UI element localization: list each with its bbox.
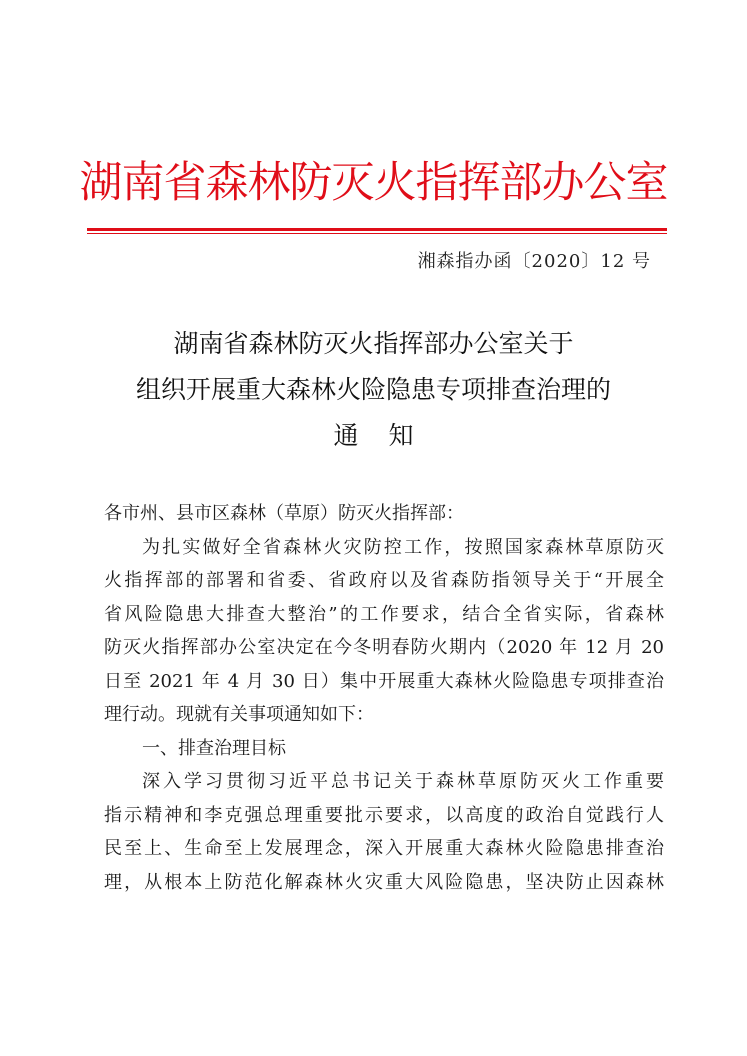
document-number: 湘森指办函〔2020〕12 号 [417,251,651,272]
paragraph-1-line: 省风险隐患大排查大整治”的工作要求，结合全省实际，省森林 [104,603,664,625]
paragraph-2-line: 理，从根本上防范化解森林火灾重大风险隐患，坚决防止因森林 [104,871,664,893]
issuing-organization-header: 湖南省森林防灭火指挥部办公室 [79,158,668,208]
title-line-2: 组织开展重大森林火险隐患专项排查治理的 [135,375,611,404]
addressee-line: 各市州、县市区森林（草原）防灭火指挥部： [104,503,464,524]
paragraph-1-line: 理行动。现就有关事项通知如下： [104,704,374,725]
header-red-rule-thick [87,228,667,231]
paragraph-2-line: 民至上、生命至上发展理念，深入开展重大森林火险隐患排查治 [104,838,664,859]
document-body [104,497,664,899]
header-red-rule-thin [87,233,667,234]
title-line-3: 通知 [333,421,444,450]
paragraph-2-line: 深入学习贯彻习近平总书记关于森林草原防灭火工作重要 [142,771,664,792]
paragraph-2-line: 指示精神和李克强总理重要批示要求，以高度的政治自觉践行人 [104,804,664,826]
section-1-heading: 一、排查治理目标 [142,737,286,759]
paragraph-1-line: 防灭火指挥部办公室决定在今冬明春防火期内（2020 年 12 月 20 [104,637,664,658]
paragraph-1-line: 为扎实做好全省森林火灾防控工作，按照国家森林草原防灭 [142,536,664,558]
paragraph-1-line: 火指挥部的部署和省委、省政府以及省森防指领导关于“开展全 [104,570,664,591]
title-line-1: 湖南省森林防灭火指挥部办公室关于 [173,329,574,358]
paragraph-1-line: 日至 2021 年 4 月 30 日）集中开展重大森林火险隐患专项排查治 [104,670,664,692]
document-title [0,321,747,459]
